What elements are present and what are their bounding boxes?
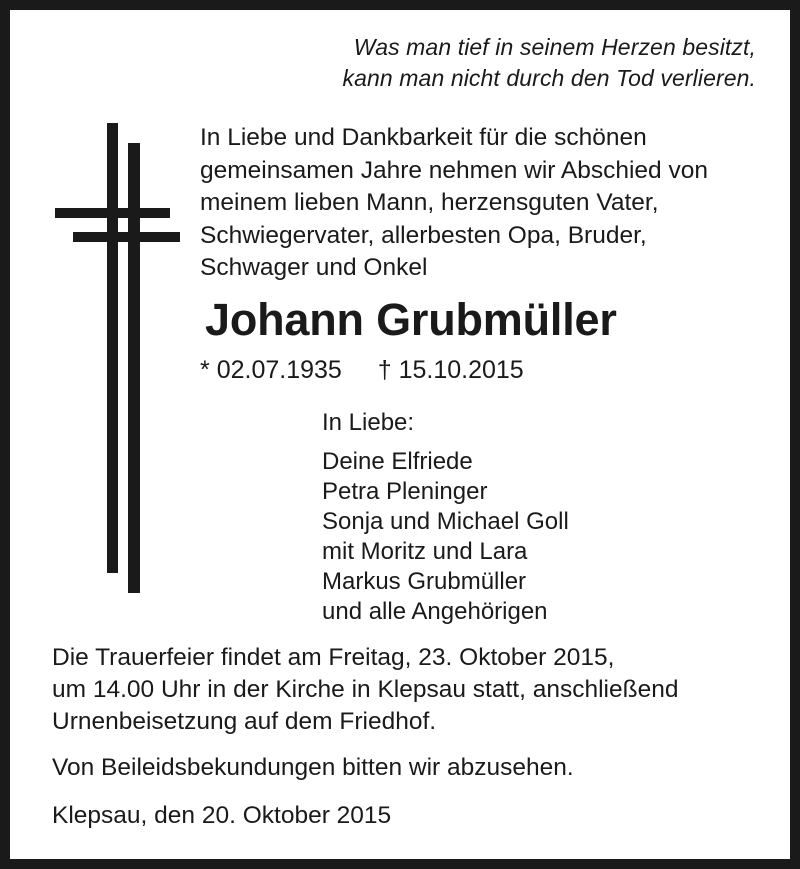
epigraph (310, 32, 756, 94)
dedication-line-5: Schwager und Onkel (200, 254, 428, 281)
deceased-name: Johann Grubmüller (205, 294, 617, 345)
death-date: 15.10.2015 (398, 356, 524, 384)
arrangements-line-2: um 14.00 Uhr in der Kirche in Klepsau statt, anschließend (52, 676, 679, 703)
mourner-name: Deine Elfriede (322, 448, 473, 475)
life-dates (200, 355, 524, 385)
notice-inner (10, 10, 790, 859)
death-symbol: † (377, 356, 392, 384)
cross-vertical-left-bar (107, 123, 118, 573)
condolence-note: Von Beileidsbekundungen bitten wir abzusehen. (52, 754, 574, 781)
mourner-name: und alle Angehörigen (322, 598, 548, 625)
mourners-block (322, 408, 569, 627)
dedication-text (200, 122, 760, 285)
place-and-date: Klepsau, den 20. Oktober 2015 (52, 802, 392, 829)
cross-horizontal-lower-bar (73, 232, 180, 242)
mourner-name: mit Moritz und Lara (322, 538, 528, 565)
dedication-line-1: In Liebe und Dankbarkeit für die schönen (200, 124, 647, 151)
cross-horizontal-upper-bar (55, 208, 170, 218)
epigraph-line-1: Was man tief in seinem Herzen besitzt, (353, 34, 756, 60)
funeral-arrangements (52, 642, 752, 738)
epigraph-line-2: kann man nicht durch den Tod verlieren. (342, 65, 756, 91)
dedication-line-3: meinem lieben Mann, herzensguten Vater, (200, 189, 659, 216)
mourners-lead: In Liebe: (322, 409, 415, 436)
mourner-name: Markus Grubmüller (322, 568, 527, 595)
dedication-line-2: gemeinsamen Jahre nehmen wir Abschied von (200, 156, 708, 184)
mourner-name: Petra Pleninger (322, 478, 488, 505)
birth-symbol: * (200, 356, 210, 384)
arrangements-line-3: Urnenbeisetzung auf dem Friedhof. (52, 708, 437, 735)
arrangements-line-1: Die Trauerfeier findet am Freitag, 23. Oktober 2015, (52, 644, 615, 671)
dedication-line-4: Schwiegervater, allerbesten Opa, Bruder, (200, 221, 647, 249)
mourner-name: Sonja und Michael Goll (322, 508, 569, 535)
cross-icon (45, 115, 190, 605)
birth-date: 02.07.1935 (216, 356, 342, 384)
